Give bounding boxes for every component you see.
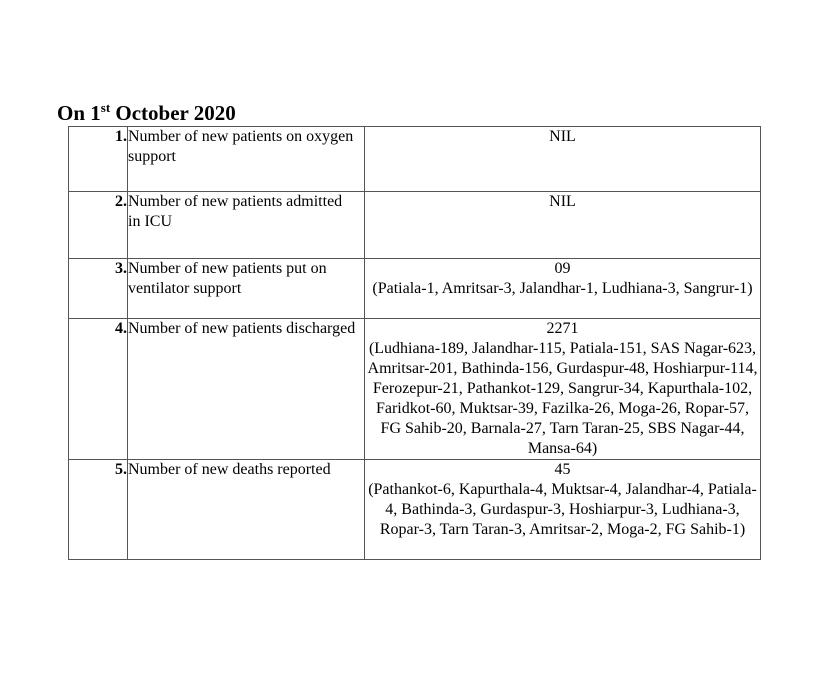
row-value-cell <box>365 460 761 560</box>
row-value-cell <box>365 259 761 319</box>
row-value: NIL <box>549 193 576 210</box>
row-value: NIL <box>549 128 576 145</box>
table-row-icu <box>69 192 761 259</box>
table-row-deaths <box>69 460 761 560</box>
row-value-cell <box>365 192 761 259</box>
row-description <box>128 460 365 560</box>
row-value: 09 <box>554 260 571 277</box>
row-value-cell <box>365 127 761 192</box>
covid-report-table <box>68 126 761 560</box>
row-district-breakdown: (Pathankot-6, Kapurthala-4, Muktsar-4, Jalandhar-4, Patiala-4, Bathinda-3, Gurdaspur-3, Hoshiarpur-3, Ludhiana-3, Ropar-3, Tarn Taran-3, Amritsar-2, Moga-2, FG Sahib-1) <box>368 481 757 538</box>
heading-superscript: st <box>100 100 111 115</box>
table-row-oxygen <box>69 127 761 192</box>
heading-prefix: On 1 <box>57 101 101 125</box>
row-description-text: Number of new patients put on ventilator support <box>128 260 327 297</box>
row-description-text: Number of new patients discharged <box>128 320 356 337</box>
row-number: 1. <box>69 127 128 192</box>
row-district-breakdown: (Patiala-1, Amritsar-3, Jalandhar-1, Ludhiana-3, Sangrur-1) <box>372 280 753 297</box>
row-district-breakdown: (Ludhiana-189, Jalandhar-115, Patiala-151, SAS Nagar-623, Amritsar-201, Bathinda-156, Gurdaspur-48, Hoshiarpur-114, Ferozepur-21, Pathankot-129, Sangrur-34, Kapurthala-102, Faridkot-60, Muktsar-39, Fazilka-26, Moga-26, Ropar-57, FG Sahib-20, Barnala-27, Tarn Taran-25, SBS Nagar-44, Mansa-64) <box>367 340 758 457</box>
row-description <box>128 192 365 259</box>
row-description <box>128 259 365 319</box>
row-value: 2271 <box>546 320 579 337</box>
table-row-ventilator <box>69 259 761 319</box>
table-row-discharged <box>69 319 761 460</box>
heading-suffix: October 2020 <box>110 101 236 125</box>
row-description-text: Number of new patients on oxygen support <box>128 128 354 165</box>
row-number: 5. <box>69 460 128 560</box>
row-value-cell <box>365 319 761 460</box>
row-number: 2. <box>69 192 128 259</box>
row-description-text: Number of new patients admitted in ICU <box>128 193 343 230</box>
row-description <box>128 127 365 192</box>
row-description-text: Number of new deaths reported <box>128 461 331 478</box>
row-description <box>128 319 365 460</box>
row-number: 4. <box>69 319 128 460</box>
row-value: 45 <box>554 461 571 478</box>
page-heading <box>57 101 236 125</box>
row-number: 3. <box>69 259 128 319</box>
